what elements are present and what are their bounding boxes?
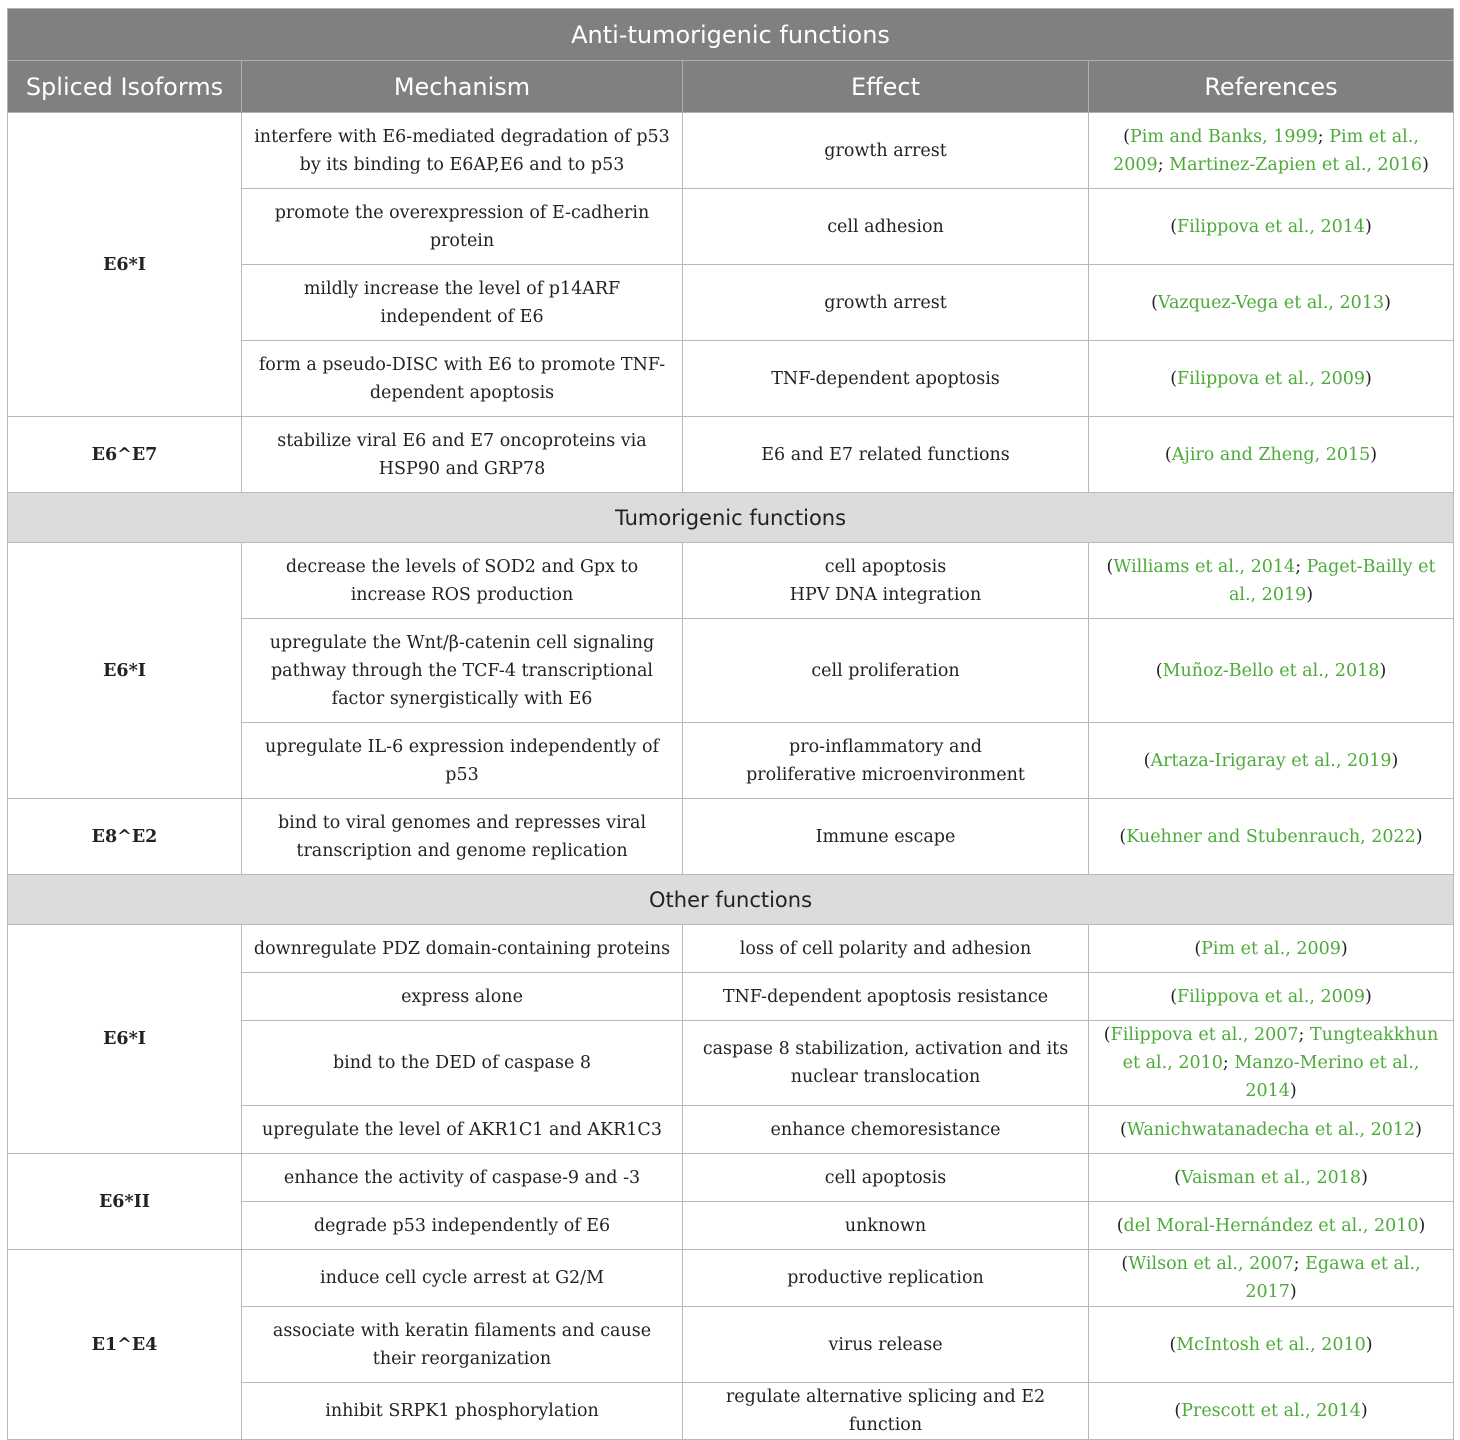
effect-cell: growth arrest [683,265,1089,341]
table-title: Anti-tumorigenic functions [8,9,1454,61]
isoform-cell: E6*II [8,1154,242,1250]
mechanism-cell: express alone [242,973,683,1021]
references-cell: (Williams et al., 2014; Paget-Bailly et al., 2019) [1089,543,1454,619]
isoform-cell: E6^E7 [8,417,242,493]
mechanism-cell: enhance the activity of caspase-9 and -3 [242,1154,683,1202]
reference-link: Tungteakkhun et al., 2010 [1122,1025,1439,1073]
reference-link: Filippova et al., 2009 [1177,368,1365,389]
effect-cell: Immune escape [683,799,1089,875]
references-cell: (Wanichwatanadecha et al., 2012) [1089,1106,1454,1154]
references-cell: (Pim and Banks, 1999; Pim et al., 2009; Martinez-Zapien et al., 2016) [1089,113,1454,189]
isoform-cell: E6*I [8,925,242,1154]
reference-link: Filippova et al., 2014 [1177,216,1365,237]
references-cell: (Pim et al., 2009) [1089,925,1454,973]
mechanism-cell: inhibit SRPK1 phosphorylation [242,1383,683,1440]
references-cell: (Kuehner and Stubenrauch, 2022) [1089,799,1454,875]
reference-link: Kuehner and Stubenrauch, 2022 [1126,826,1416,847]
references-cell: (Vazquez-Vega et al., 2013) [1089,265,1454,341]
reference-link: del Moral-Hernández et al., 2010 [1123,1215,1419,1236]
mechanism-cell: induce cell cycle arrest at G2/M [242,1250,683,1307]
mechanism-cell: bind to the DED of caspase 8 [242,1021,683,1106]
effect-cell: cell proliferation [683,619,1089,723]
mechanism-cell: upregulate the level of AKR1C1 and AKR1C3 [242,1106,683,1154]
reference-link: Egawa et al., 2017 [1245,1254,1421,1302]
effect-cell: productive replication [683,1250,1089,1307]
section-row [8,493,1454,543]
section-title: Tumorigenic functions [8,493,1454,543]
mechanism-cell: decrease the levels of SOD2 and Gpx to increase ROS production [242,543,683,619]
reference-link: Artaza-Irigaray et al., 2019 [1150,750,1392,771]
reference-link: Paget-Bailly et al., 2019 [1228,556,1436,605]
effect-cell: TNF-dependent apoptosis resistance [683,973,1089,1021]
effect-cell: caspase 8 stabilization, activation and its nuclear translocation [683,1021,1089,1106]
reference-link: Ajiro and Zheng, 2015 [1171,444,1371,465]
effect-cell: cell apoptosis HPV DNA integration [683,543,1089,619]
mechanism-cell: promote the overexpression of E-cadherin protein [242,189,683,265]
column-header: Spliced Isoforms [8,61,242,113]
reference-link: McIntosh et al., 2010 [1176,1334,1366,1355]
column-header: Effect [683,61,1089,113]
table-row [8,417,1454,493]
references-cell: (McIntosh et al., 2010) [1089,1307,1454,1383]
references-cell: (Vaisman et al., 2018) [1089,1154,1454,1202]
references-cell: (Prescott et al., 2014) [1089,1383,1454,1440]
reference-link: Pim and Banks, 1999 [1129,126,1318,147]
mechanism-cell: stabilize viral E6 and E7 oncoproteins via HSP90 and GRP78 [242,417,683,493]
reference-link: Martinez-Zapien et al., 2016 [1169,154,1423,175]
effect-cell: cell apoptosis [683,1154,1089,1202]
table-row [8,799,1454,875]
references-cell: (Ajiro and Zheng, 2015) [1089,417,1454,493]
mechanism-cell: form a pseudo-DISC with E6 to promote TNF-dependent apoptosis [242,341,683,417]
effect-cell: growth arrest [683,113,1089,189]
effect-cell: loss of cell polarity and adhesion [683,925,1089,973]
isoform-cell: E6*I [8,113,242,417]
reference-link: Pim et al., 2009 [1113,126,1419,175]
column-header: References [1089,61,1454,113]
mechanism-cell: mildly increase the level of p14ARF independent of E6 [242,265,683,341]
mechanism-cell: upregulate IL-6 expression independently of p53 [242,723,683,799]
effect-cell: cell adhesion [683,189,1089,265]
references-cell: (Muñoz-Bello et al., 2018) [1089,619,1454,723]
mechanism-cell: degrade p53 independently of E6 [242,1202,683,1250]
references-cell: (Filippova et al., 2007; Tungteakkhun et al., 2010; Manzo-Merino et al., 2014) [1089,1021,1454,1106]
mechanism-cell: downregulate PDZ domain-containing proteins [242,925,683,973]
references-cell: (Artaza-Irigaray et al., 2019) [1089,723,1454,799]
effect-cell: regulate alternative splicing and E2 function [683,1383,1089,1440]
reference-link: Filippova et al., 2007 [1110,1025,1299,1045]
isoform-cell: E8^E2 [8,799,242,875]
reference-link: Muñoz-Bello et al., 2018 [1162,660,1380,681]
isoform-cell: E6*I [8,543,242,799]
reference-link: Vazquez-Vega et al., 2013 [1157,292,1385,313]
references-cell: (del Moral-Hernández et al., 2010) [1089,1202,1454,1250]
reference-link: Pim et al., 2009 [1201,938,1341,959]
reference-link: Williams et al., 2014 [1113,556,1296,577]
effect-cell: unknown [683,1202,1089,1250]
reference-link: Manzo-Merino et al., 2014 [1234,1053,1420,1101]
references-cell: (Filippova et al., 2009) [1089,973,1454,1021]
mechanism-cell: upregulate the Wnt/β-catenin cell signaling pathway through the TCF-4 transcriptional factor synergistically with E6 [242,619,683,723]
section-title: Other functions [8,875,1454,925]
effect-cell: enhance chemoresistance [683,1106,1089,1154]
mechanism-cell: associate with keratin filaments and cause their reorganization [242,1307,683,1383]
references-cell: (Filippova et al., 2009) [1089,341,1454,417]
mechanism-cell: bind to viral genomes and represses viral transcription and genome replication [242,799,683,875]
effect-cell: pro-inflammatory and proliferative microenvironment [683,723,1089,799]
effect-cell: E6 and E7 related functions [683,417,1089,493]
reference-link: Filippova et al., 2009 [1177,986,1365,1007]
table-row [8,113,1454,189]
table-row [8,1250,1454,1307]
table-row [8,925,1454,973]
reference-link: Prescott et al., 2014 [1181,1401,1361,1421]
section-row [8,875,1454,925]
mechanism-cell: interfere with E6-mediated degradation of p53 by its binding to E6AP,E6 and to p53 [242,113,683,189]
title-row [8,9,1454,61]
reference-link: Wilson et al., 2007 [1128,1254,1294,1274]
effect-cell: TNF-dependent apoptosis [683,341,1089,417]
functions-table [7,8,1454,1440]
column-header-row [8,61,1454,113]
isoform-cell: E1^E4 [8,1250,242,1440]
table-row [8,543,1454,619]
table-row [8,1154,1454,1202]
reference-link: Wanichwatanadecha et al., 2012 [1126,1119,1416,1140]
references-cell: (Filippova et al., 2014) [1089,189,1454,265]
effect-cell: virus release [683,1307,1089,1383]
references-cell: (Wilson et al., 2007; Egawa et al., 2017) [1089,1250,1454,1307]
column-header: Mechanism [242,61,683,113]
reference-link: Vaisman et al., 2018 [1180,1167,1362,1188]
